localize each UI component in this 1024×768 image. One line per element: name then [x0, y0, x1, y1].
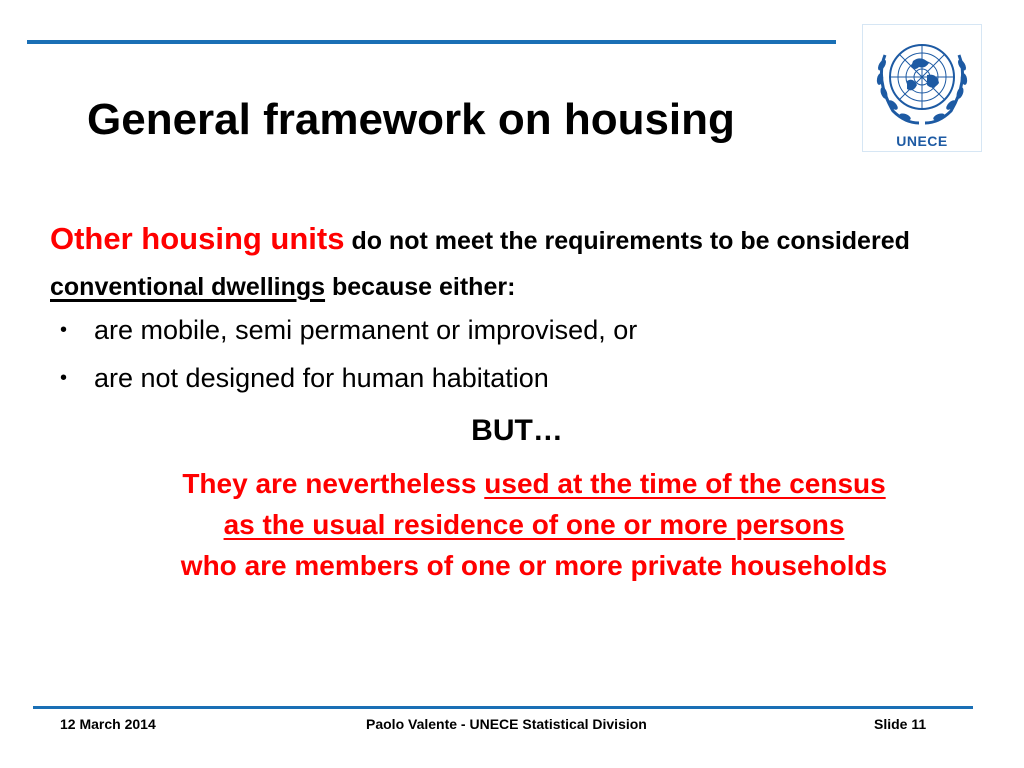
footer-slide-number: Slide 11: [874, 716, 927, 732]
red-text-2: who are members of one or more private households: [180, 550, 888, 581]
red-text-1: They are nevertheless: [182, 468, 485, 499]
highlight-term: Other housing units: [50, 221, 345, 256]
lead-text-2: because either:: [325, 273, 516, 301]
but-heading: BUT…: [471, 414, 563, 447]
bullet-list: [60, 306, 637, 402]
bullet-dot-icon: •: [60, 367, 68, 389]
footer-date: 12 March 2014: [60, 716, 156, 732]
underlined-term: conventional dwellings: [50, 273, 326, 301]
lead-paragraph: [50, 216, 980, 310]
bottom-rule: [33, 706, 973, 709]
red-underlined-2: as the usual residence of one or more persons: [223, 509, 845, 540]
logo-wordmark: UNECE: [896, 133, 948, 149]
bullet-dot-icon: •: [60, 319, 68, 341]
red-underlined-1: used at the time of the census: [484, 468, 886, 499]
top-rule: [27, 40, 836, 44]
bullet-item: [60, 354, 637, 402]
un-emblem-icon: [863, 25, 981, 131]
footer-author: Paolo Valente - UNECE Statistical Division: [366, 716, 647, 732]
bullet-text: are mobile, semi permanent or improvised, or: [94, 315, 638, 345]
red-statement: [74, 463, 994, 586]
bullet-item: [60, 306, 637, 354]
slide-title: General framework on housing: [87, 95, 735, 144]
lead-text-1: do not meet the requirements to be considered: [344, 227, 910, 255]
unece-logo: [862, 24, 982, 152]
bullet-text: are not designed for human habitation: [94, 363, 549, 393]
